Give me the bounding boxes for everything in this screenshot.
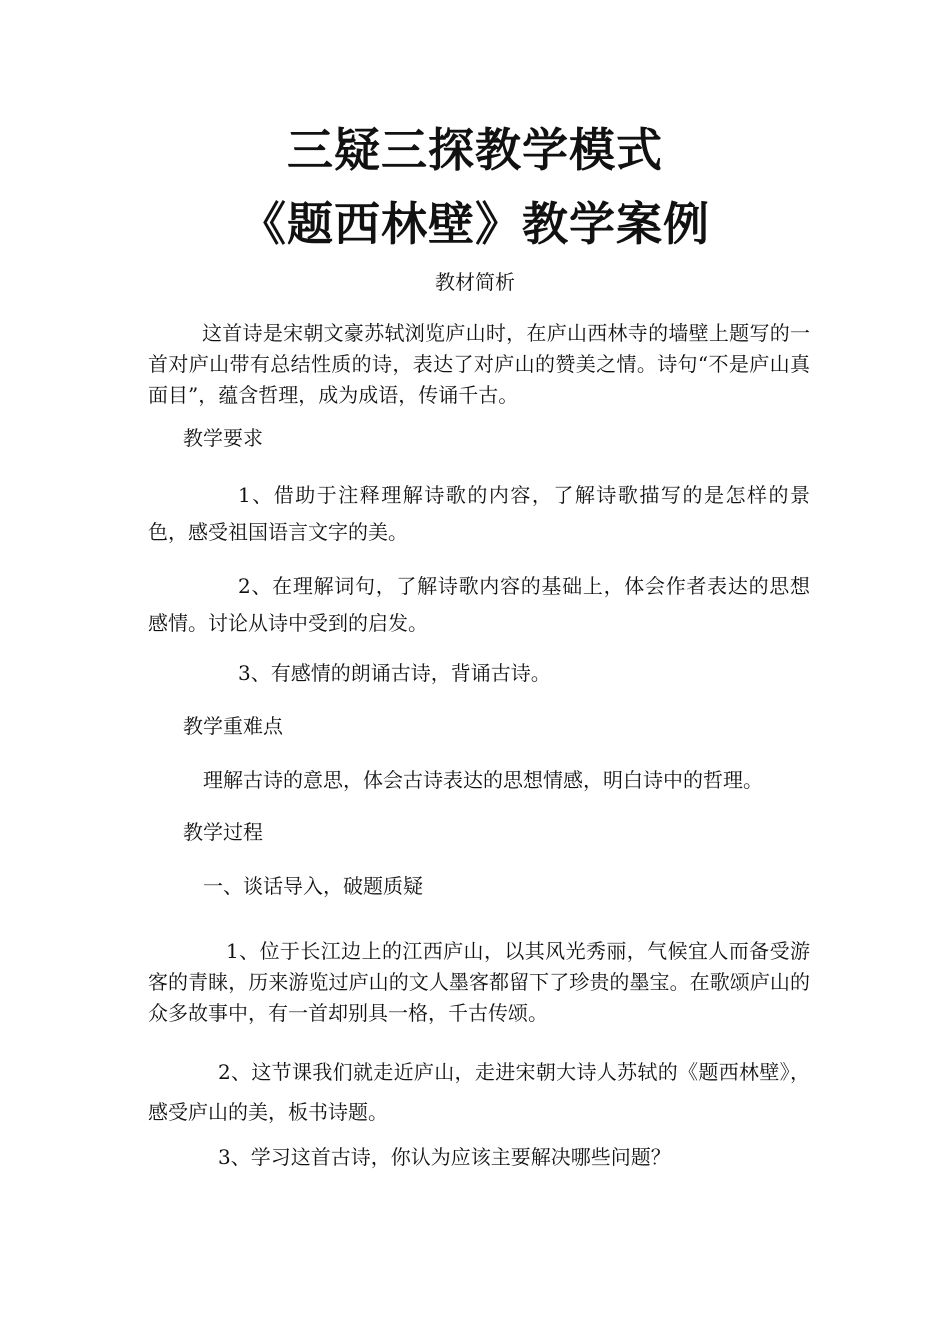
requirement-item-1: 1、借助于注释理解诗歌的内容，了解诗歌描写的是怎样的景色，感受祖国语言文字的美。 (148, 483, 810, 544)
process-item-1: 1、位于长江边上的江西庐山，以其风光秀丽，气候宜人而备受游客的青睐，历来游览过庐山的文人墨客都留下了珍贵的墨宝。在歌颂庐山的众多故事中，有一首却别具一格，千古传颂。 (148, 939, 810, 1025)
requirement-item-3: 3、有感情的朗诵古诗，背诵古诗。 (238, 661, 551, 685)
key-points-paragraph: 理解古诗的意思，体会古诗表达的思想情感，明白诗中的哲理。 (203, 768, 763, 792)
material-paragraph: 这首诗是宋朝文豪苏轼浏览庐山时，在庐山西林寺的墙壁上题写的一首对庐山带有总结性质的诗，表达了对庐山的赞美之情。诗句“不是庐山真面目”，蕴含哲理，成为成语，传诵千古。 (148, 321, 810, 407)
section-heading-requirements: 教学要求 (183, 426, 263, 450)
document-title-line2: 《题西林壁》教学案例 (240, 197, 710, 251)
section-heading-key-points: 教学重难点 (183, 714, 283, 738)
section-heading-process: 教学过程 (183, 820, 263, 844)
section-heading-material: 教材简析 (435, 270, 515, 294)
process-step-heading: 一、谈话导入，破题质疑 (203, 874, 423, 898)
document-title-line1: 三疑三探教学模式 (287, 123, 663, 177)
requirement-item-2: 2、在理解词句，了解诗歌内容的基础上，体会作者表达的思想感情。讨论从诗中受到的启发。 (148, 574, 810, 635)
process-item-2: 2、这节课我们就走近庐山，走进宋朝大诗人苏轼的《题西林壁》，感受庐山的美，板书诗题。 (148, 1060, 810, 1124)
process-item-3: 3、学习这首古诗，你认为应该主要解决哪些问题？ (218, 1145, 671, 1169)
